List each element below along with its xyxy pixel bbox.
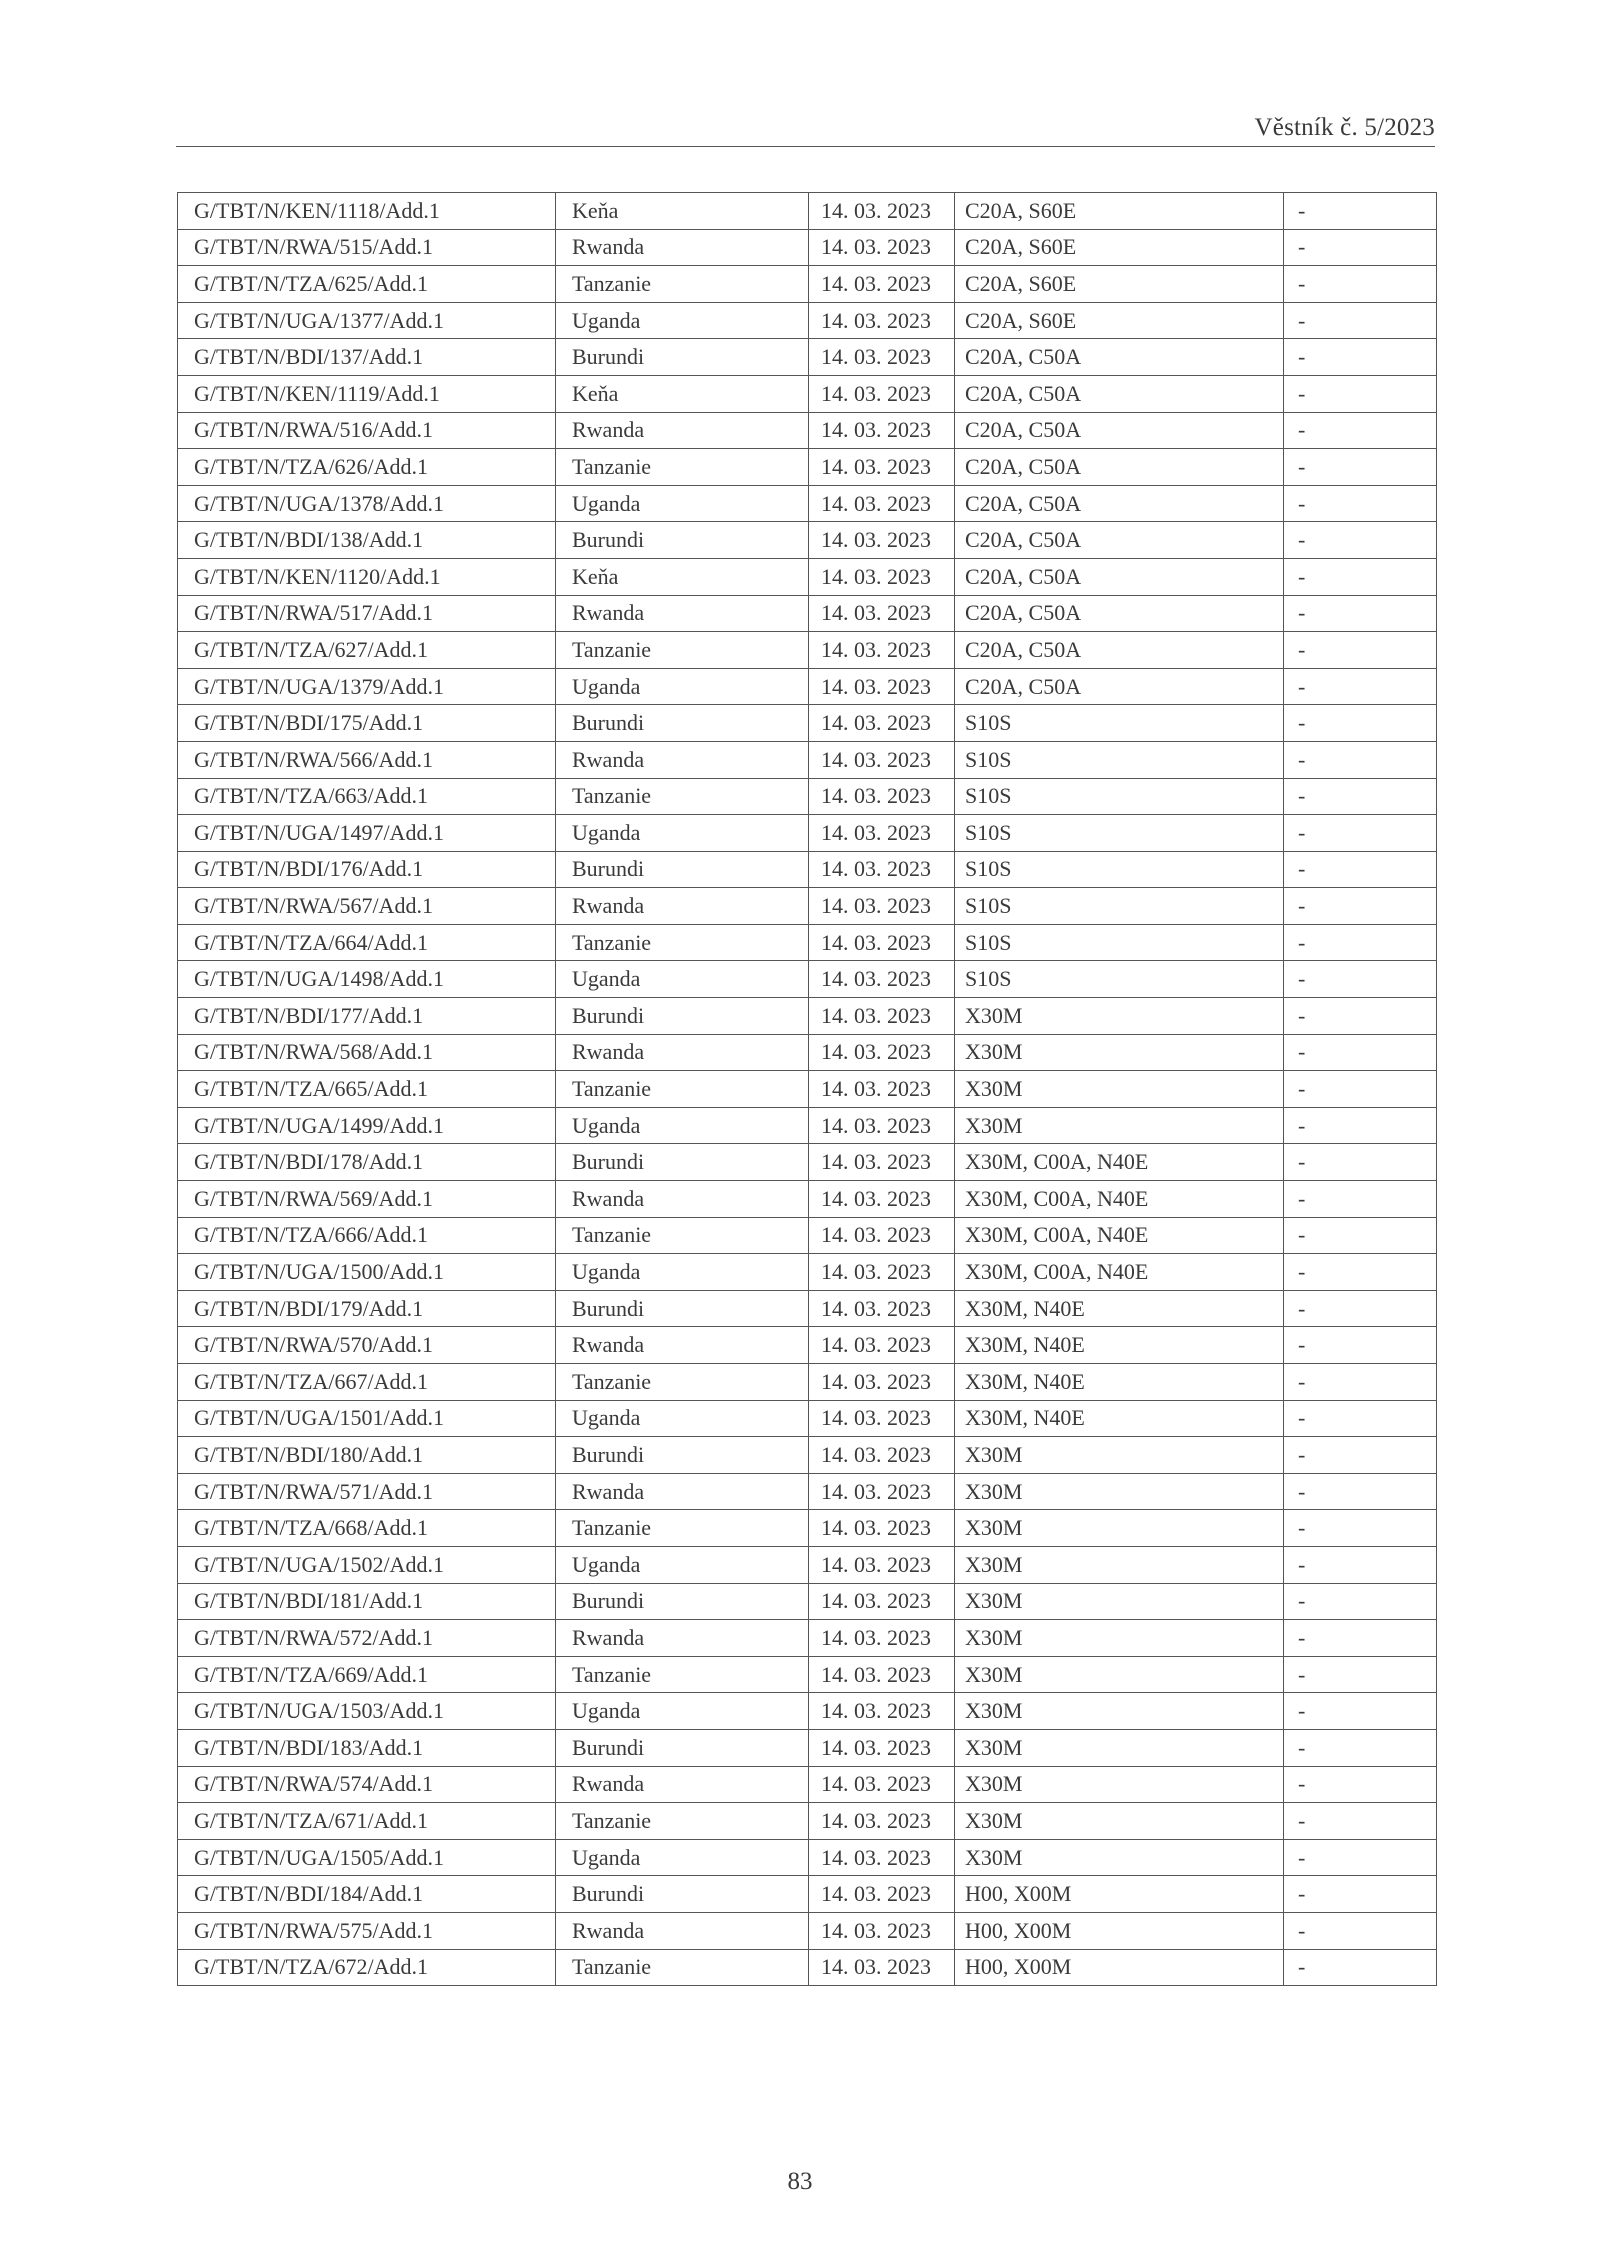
cell-reference: G/TBT/N/UGA/1502/Add.1 <box>178 1546 556 1583</box>
cell-reference: G/TBT/N/BDI/184/Add.1 <box>178 1876 556 1913</box>
cell-date: 14. 03. 2023 <box>809 888 955 925</box>
cell-note: - <box>1284 1437 1437 1474</box>
cell-codes: C20A, C50A <box>955 595 1284 632</box>
cell-note: - <box>1284 1803 1437 1840</box>
cell-codes: X30M <box>955 1729 1284 1766</box>
cell-date: 14. 03. 2023 <box>809 375 955 412</box>
cell-note: - <box>1284 998 1437 1035</box>
table-row <box>178 1034 1437 1071</box>
cell-date: 14. 03. 2023 <box>809 522 955 559</box>
cell-date: 14. 03. 2023 <box>809 632 955 669</box>
cell-codes: X30M, C00A, N40E <box>955 1254 1284 1291</box>
cell-country: Burundi <box>556 1290 809 1327</box>
cell-reference: G/TBT/N/UGA/1499/Add.1 <box>178 1107 556 1144</box>
cell-date: 14. 03. 2023 <box>809 1071 955 1108</box>
cell-codes: C20A, C50A <box>955 632 1284 669</box>
cell-country: Uganda <box>556 1839 809 1876</box>
cell-codes: C20A, S60E <box>955 193 1284 230</box>
cell-date: 14. 03. 2023 <box>809 193 955 230</box>
cell-country: Keňa <box>556 375 809 412</box>
table-row <box>178 266 1437 303</box>
cell-date: 14. 03. 2023 <box>809 302 955 339</box>
table-row <box>178 1510 1437 1547</box>
cell-reference: G/TBT/N/TZA/671/Add.1 <box>178 1803 556 1840</box>
cell-country: Rwanda <box>556 1327 809 1364</box>
cell-reference: G/TBT/N/TZA/665/Add.1 <box>178 1071 556 1108</box>
cell-date: 14. 03. 2023 <box>809 1364 955 1401</box>
cell-country: Uganda <box>556 302 809 339</box>
cell-note: - <box>1284 888 1437 925</box>
cell-date: 14. 03. 2023 <box>809 1437 955 1474</box>
cell-note: - <box>1284 1144 1437 1181</box>
cell-date: 14. 03. 2023 <box>809 1034 955 1071</box>
cell-date: 14. 03. 2023 <box>809 1656 955 1693</box>
cell-country: Burundi <box>556 1729 809 1766</box>
table-row <box>178 339 1437 376</box>
table-row <box>178 741 1437 778</box>
cell-reference: G/TBT/N/RWA/570/Add.1 <box>178 1327 556 1364</box>
table-row <box>178 778 1437 815</box>
cell-codes: S10S <box>955 815 1284 852</box>
cell-note: - <box>1284 302 1437 339</box>
cell-codes: C20A, C50A <box>955 412 1284 449</box>
cell-note: - <box>1284 851 1437 888</box>
cell-reference: G/TBT/N/RWA/575/Add.1 <box>178 1912 556 1949</box>
table-row <box>178 1400 1437 1437</box>
cell-reference: G/TBT/N/BDI/177/Add.1 <box>178 998 556 1035</box>
cell-date: 14. 03. 2023 <box>809 924 955 961</box>
table-row <box>178 1181 1437 1218</box>
table-row <box>178 1693 1437 1730</box>
cell-codes: X30M <box>955 1546 1284 1583</box>
cell-codes: C20A, C50A <box>955 558 1284 595</box>
cell-country: Burundi <box>556 1583 809 1620</box>
cell-country: Uganda <box>556 815 809 852</box>
table-row <box>178 412 1437 449</box>
cell-reference: G/TBT/N/RWA/571/Add.1 <box>178 1473 556 1510</box>
cell-country: Uganda <box>556 668 809 705</box>
cell-reference: G/TBT/N/BDI/183/Add.1 <box>178 1729 556 1766</box>
cell-date: 14. 03. 2023 <box>809 1107 955 1144</box>
table-row <box>178 1729 1437 1766</box>
table-row <box>178 1217 1437 1254</box>
cell-codes: S10S <box>955 924 1284 961</box>
table-row <box>178 558 1437 595</box>
table-row <box>178 1839 1437 1876</box>
cell-date: 14. 03. 2023 <box>809 1546 955 1583</box>
table-row <box>178 1620 1437 1657</box>
cell-reference: G/TBT/N/BDI/181/Add.1 <box>178 1583 556 1620</box>
cell-country: Rwanda <box>556 1766 809 1803</box>
cell-date: 14. 03. 2023 <box>809 851 955 888</box>
cell-codes: X30M <box>955 1034 1284 1071</box>
cell-date: 14. 03. 2023 <box>809 741 955 778</box>
table-row <box>178 924 1437 961</box>
cell-note: - <box>1284 558 1437 595</box>
cell-note: - <box>1284 1510 1437 1547</box>
cell-reference: G/TBT/N/TZA/672/Add.1 <box>178 1949 556 1986</box>
page-number: 83 <box>787 2168 813 2195</box>
cell-note: - <box>1284 1400 1437 1437</box>
cell-note: - <box>1284 193 1437 230</box>
cell-country: Rwanda <box>556 741 809 778</box>
cell-date: 14. 03. 2023 <box>809 1254 955 1291</box>
cell-reference: G/TBT/N/RWA/516/Add.1 <box>178 412 556 449</box>
cell-codes: X30M <box>955 1693 1284 1730</box>
cell-date: 14. 03. 2023 <box>809 1181 955 1218</box>
cell-country: Uganda <box>556 1693 809 1730</box>
cell-codes: X30M, N40E <box>955 1327 1284 1364</box>
cell-reference: G/TBT/N/UGA/1505/Add.1 <box>178 1839 556 1876</box>
cell-country: Burundi <box>556 998 809 1035</box>
cell-codes: S10S <box>955 741 1284 778</box>
cell-note: - <box>1284 741 1437 778</box>
cell-reference: G/TBT/N/TZA/627/Add.1 <box>178 632 556 669</box>
cell-codes: X30M <box>955 1437 1284 1474</box>
cell-reference: G/TBT/N/RWA/515/Add.1 <box>178 229 556 266</box>
table-row <box>178 1290 1437 1327</box>
cell-codes: C20A, C50A <box>955 522 1284 559</box>
cell-note: - <box>1284 485 1437 522</box>
table-row <box>178 485 1437 522</box>
cell-reference: G/TBT/N/TZA/666/Add.1 <box>178 1217 556 1254</box>
cell-codes: X30M <box>955 1107 1284 1144</box>
cell-reference: G/TBT/N/RWA/569/Add.1 <box>178 1181 556 1218</box>
table-row <box>178 1254 1437 1291</box>
cell-country: Uganda <box>556 485 809 522</box>
cell-country: Tanzanie <box>556 1071 809 1108</box>
cell-reference: G/TBT/N/UGA/1377/Add.1 <box>178 302 556 339</box>
cell-country: Uganda <box>556 1254 809 1291</box>
cell-codes: C20A, C50A <box>955 375 1284 412</box>
table-row <box>178 1437 1437 1474</box>
cell-country: Burundi <box>556 705 809 742</box>
table-row <box>178 1766 1437 1803</box>
table-row <box>178 668 1437 705</box>
table-row <box>178 1327 1437 1364</box>
table-row <box>178 1912 1437 1949</box>
cell-note: - <box>1284 1254 1437 1291</box>
table-row <box>178 1364 1437 1401</box>
notification-table <box>177 192 1437 1986</box>
cell-country: Rwanda <box>556 1620 809 1657</box>
cell-note: - <box>1284 1071 1437 1108</box>
cell-codes: X30M <box>955 1583 1284 1620</box>
cell-country: Uganda <box>556 1400 809 1437</box>
table-row <box>178 1107 1437 1144</box>
cell-note: - <box>1284 1546 1437 1583</box>
cell-country: Rwanda <box>556 1034 809 1071</box>
cell-date: 14. 03. 2023 <box>809 1949 955 1986</box>
cell-codes: X30M, C00A, N40E <box>955 1144 1284 1181</box>
cell-country: Tanzanie <box>556 924 809 961</box>
table-row <box>178 1583 1437 1620</box>
cell-date: 14. 03. 2023 <box>809 1620 955 1657</box>
cell-codes: C20A, C50A <box>955 485 1284 522</box>
cell-country: Rwanda <box>556 1181 809 1218</box>
cell-date: 14. 03. 2023 <box>809 1803 955 1840</box>
cell-codes: X30M <box>955 1803 1284 1840</box>
table-row <box>178 998 1437 1035</box>
cell-note: - <box>1284 778 1437 815</box>
cell-reference: G/TBT/N/RWA/572/Add.1 <box>178 1620 556 1657</box>
cell-reference: G/TBT/N/TZA/667/Add.1 <box>178 1364 556 1401</box>
cell-note: - <box>1284 375 1437 412</box>
cell-reference: G/TBT/N/TZA/626/Add.1 <box>178 449 556 486</box>
cell-date: 14. 03. 2023 <box>809 1912 955 1949</box>
cell-reference: G/TBT/N/UGA/1503/Add.1 <box>178 1693 556 1730</box>
cell-country: Tanzanie <box>556 1949 809 1986</box>
cell-reference: G/TBT/N/KEN/1120/Add.1 <box>178 558 556 595</box>
cell-date: 14. 03. 2023 <box>809 961 955 998</box>
cell-reference: G/TBT/N/KEN/1119/Add.1 <box>178 375 556 412</box>
cell-reference: G/TBT/N/UGA/1500/Add.1 <box>178 1254 556 1291</box>
cell-note: - <box>1284 1290 1437 1327</box>
cell-country: Rwanda <box>556 888 809 925</box>
cell-country: Tanzanie <box>556 778 809 815</box>
cell-note: - <box>1284 668 1437 705</box>
cell-note: - <box>1284 266 1437 303</box>
cell-note: - <box>1284 1949 1437 1986</box>
cell-date: 14. 03. 2023 <box>809 1217 955 1254</box>
cell-codes: C20A, C50A <box>955 339 1284 376</box>
cell-country: Tanzanie <box>556 632 809 669</box>
cell-reference: G/TBT/N/UGA/1498/Add.1 <box>178 961 556 998</box>
cell-date: 14. 03. 2023 <box>809 339 955 376</box>
table-row <box>178 522 1437 559</box>
cell-codes: S10S <box>955 851 1284 888</box>
cell-date: 14. 03. 2023 <box>809 1876 955 1913</box>
cell-codes: C20A, S60E <box>955 229 1284 266</box>
cell-date: 14. 03. 2023 <box>809 1693 955 1730</box>
cell-reference: G/TBT/N/BDI/138/Add.1 <box>178 522 556 559</box>
cell-note: - <box>1284 522 1437 559</box>
table-row <box>178 888 1437 925</box>
cell-note: - <box>1284 1583 1437 1620</box>
cell-reference: G/TBT/N/UGA/1497/Add.1 <box>178 815 556 852</box>
cell-country: Tanzanie <box>556 1217 809 1254</box>
table-row <box>178 705 1437 742</box>
table-row <box>178 595 1437 632</box>
cell-reference: G/TBT/N/TZA/669/Add.1 <box>178 1656 556 1693</box>
cell-date: 14. 03. 2023 <box>809 1290 955 1327</box>
cell-date: 14. 03. 2023 <box>809 229 955 266</box>
cell-country: Rwanda <box>556 1473 809 1510</box>
cell-reference: G/TBT/N/BDI/179/Add.1 <box>178 1290 556 1327</box>
cell-note: - <box>1284 1327 1437 1364</box>
cell-country: Rwanda <box>556 412 809 449</box>
cell-reference: G/TBT/N/BDI/137/Add.1 <box>178 339 556 376</box>
table-row <box>178 851 1437 888</box>
cell-country: Tanzanie <box>556 1803 809 1840</box>
cell-country: Keňa <box>556 558 809 595</box>
cell-reference: G/TBT/N/BDI/176/Add.1 <box>178 851 556 888</box>
cell-country: Tanzanie <box>556 449 809 486</box>
cell-country: Uganda <box>556 961 809 998</box>
cell-note: - <box>1284 1034 1437 1071</box>
table-row <box>178 1656 1437 1693</box>
cell-note: - <box>1284 1766 1437 1803</box>
cell-codes: X30M <box>955 998 1284 1035</box>
cell-note: - <box>1284 449 1437 486</box>
cell-date: 14. 03. 2023 <box>809 266 955 303</box>
table-row <box>178 302 1437 339</box>
cell-date: 14. 03. 2023 <box>809 1400 955 1437</box>
table-row <box>178 632 1437 669</box>
cell-date: 14. 03. 2023 <box>809 668 955 705</box>
cell-note: - <box>1284 961 1437 998</box>
table-body <box>178 193 1437 1986</box>
cell-date: 14. 03. 2023 <box>809 1766 955 1803</box>
cell-reference: G/TBT/N/BDI/178/Add.1 <box>178 1144 556 1181</box>
cell-country: Burundi <box>556 1876 809 1913</box>
cell-date: 14. 03. 2023 <box>809 412 955 449</box>
cell-note: - <box>1284 705 1437 742</box>
cell-country: Uganda <box>556 1107 809 1144</box>
table-row <box>178 1473 1437 1510</box>
cell-codes: X30M <box>955 1766 1284 1803</box>
cell-codes: X30M <box>955 1839 1284 1876</box>
cell-country: Burundi <box>556 1437 809 1474</box>
cell-date: 14. 03. 2023 <box>809 1510 955 1547</box>
cell-reference: G/TBT/N/UGA/1378/Add.1 <box>178 485 556 522</box>
cell-codes: S10S <box>955 705 1284 742</box>
cell-date: 14. 03. 2023 <box>809 998 955 1035</box>
cell-date: 14. 03. 2023 <box>809 485 955 522</box>
cell-reference: G/TBT/N/TZA/668/Add.1 <box>178 1510 556 1547</box>
table-row <box>178 449 1437 486</box>
cell-country: Burundi <box>556 339 809 376</box>
cell-reference: G/TBT/N/KEN/1118/Add.1 <box>178 193 556 230</box>
cell-note: - <box>1284 412 1437 449</box>
cell-reference: G/TBT/N/BDI/180/Add.1 <box>178 1437 556 1474</box>
table-row <box>178 1803 1437 1840</box>
cell-codes: S10S <box>955 888 1284 925</box>
table-row <box>178 815 1437 852</box>
cell-codes: H00, X00M <box>955 1912 1284 1949</box>
cell-date: 14. 03. 2023 <box>809 705 955 742</box>
cell-date: 14. 03. 2023 <box>809 1729 955 1766</box>
cell-date: 14. 03. 2023 <box>809 558 955 595</box>
cell-reference: G/TBT/N/RWA/567/Add.1 <box>178 888 556 925</box>
cell-codes: S10S <box>955 961 1284 998</box>
cell-country: Tanzanie <box>556 1656 809 1693</box>
cell-codes: X30M, N40E <box>955 1400 1284 1437</box>
cell-codes: C20A, S60E <box>955 302 1284 339</box>
cell-country: Rwanda <box>556 595 809 632</box>
cell-date: 14. 03. 2023 <box>809 595 955 632</box>
cell-note: - <box>1284 924 1437 961</box>
cell-note: - <box>1284 1656 1437 1693</box>
cell-date: 14. 03. 2023 <box>809 815 955 852</box>
cell-codes: X30M <box>955 1473 1284 1510</box>
cell-codes: S10S <box>955 778 1284 815</box>
cell-reference: G/TBT/N/TZA/663/Add.1 <box>178 778 556 815</box>
cell-codes: X30M, C00A, N40E <box>955 1181 1284 1218</box>
cell-country: Rwanda <box>556 229 809 266</box>
cell-codes: X30M, N40E <box>955 1364 1284 1401</box>
cell-reference: G/TBT/N/TZA/664/Add.1 <box>178 924 556 961</box>
cell-note: - <box>1284 1839 1437 1876</box>
cell-codes: H00, X00M <box>955 1949 1284 1986</box>
cell-reference: G/TBT/N/BDI/175/Add.1 <box>178 705 556 742</box>
table-row <box>178 1949 1437 1986</box>
cell-note: - <box>1284 1107 1437 1144</box>
table-row <box>178 1876 1437 1913</box>
cell-note: - <box>1284 815 1437 852</box>
bulletin-title: Věstník č. 5/2023 <box>1254 114 1435 141</box>
cell-country: Rwanda <box>556 1912 809 1949</box>
cell-codes: X30M <box>955 1620 1284 1657</box>
cell-note: - <box>1284 1473 1437 1510</box>
cell-reference: G/TBT/N/RWA/517/Add.1 <box>178 595 556 632</box>
table-row <box>178 229 1437 266</box>
table-row <box>178 193 1437 230</box>
cell-country: Uganda <box>556 1546 809 1583</box>
table-row <box>178 961 1437 998</box>
cell-codes: X30M <box>955 1071 1284 1108</box>
cell-country: Tanzanie <box>556 1510 809 1547</box>
cell-codes: X30M <box>955 1510 1284 1547</box>
table-row <box>178 1546 1437 1583</box>
cell-codes: X30M <box>955 1656 1284 1693</box>
cell-note: - <box>1284 1912 1437 1949</box>
cell-country: Keňa <box>556 193 809 230</box>
cell-note: - <box>1284 1181 1437 1218</box>
cell-note: - <box>1284 595 1437 632</box>
cell-note: - <box>1284 1876 1437 1913</box>
page-header <box>176 108 1435 147</box>
cell-codes: H00, X00M <box>955 1876 1284 1913</box>
table-row <box>178 375 1437 412</box>
cell-codes: C20A, C50A <box>955 449 1284 486</box>
cell-date: 14. 03. 2023 <box>809 1583 955 1620</box>
cell-note: - <box>1284 1693 1437 1730</box>
cell-date: 14. 03. 2023 <box>809 1327 955 1364</box>
cell-reference: G/TBT/N/UGA/1379/Add.1 <box>178 668 556 705</box>
cell-note: - <box>1284 1620 1437 1657</box>
cell-date: 14. 03. 2023 <box>809 449 955 486</box>
cell-note: - <box>1284 1364 1437 1401</box>
cell-note: - <box>1284 339 1437 376</box>
cell-note: - <box>1284 1729 1437 1766</box>
cell-reference: G/TBT/N/UGA/1501/Add.1 <box>178 1400 556 1437</box>
cell-country: Burundi <box>556 851 809 888</box>
table-row <box>178 1071 1437 1108</box>
cell-date: 14. 03. 2023 <box>809 778 955 815</box>
cell-note: - <box>1284 632 1437 669</box>
table-row <box>178 1144 1437 1181</box>
cell-country: Burundi <box>556 1144 809 1181</box>
cell-note: - <box>1284 229 1437 266</box>
cell-country: Tanzanie <box>556 1364 809 1401</box>
cell-date: 14. 03. 2023 <box>809 1144 955 1181</box>
cell-reference: G/TBT/N/RWA/566/Add.1 <box>178 741 556 778</box>
cell-date: 14. 03. 2023 <box>809 1839 955 1876</box>
cell-country: Burundi <box>556 522 809 559</box>
cell-codes: C20A, S60E <box>955 266 1284 303</box>
cell-country: Tanzanie <box>556 266 809 303</box>
cell-note: - <box>1284 1217 1437 1254</box>
cell-codes: C20A, C50A <box>955 668 1284 705</box>
cell-date: 14. 03. 2023 <box>809 1473 955 1510</box>
cell-reference: G/TBT/N/RWA/574/Add.1 <box>178 1766 556 1803</box>
cell-codes: X30M, C00A, N40E <box>955 1217 1284 1254</box>
cell-reference: G/TBT/N/TZA/625/Add.1 <box>178 266 556 303</box>
cell-codes: X30M, N40E <box>955 1290 1284 1327</box>
cell-reference: G/TBT/N/RWA/568/Add.1 <box>178 1034 556 1071</box>
